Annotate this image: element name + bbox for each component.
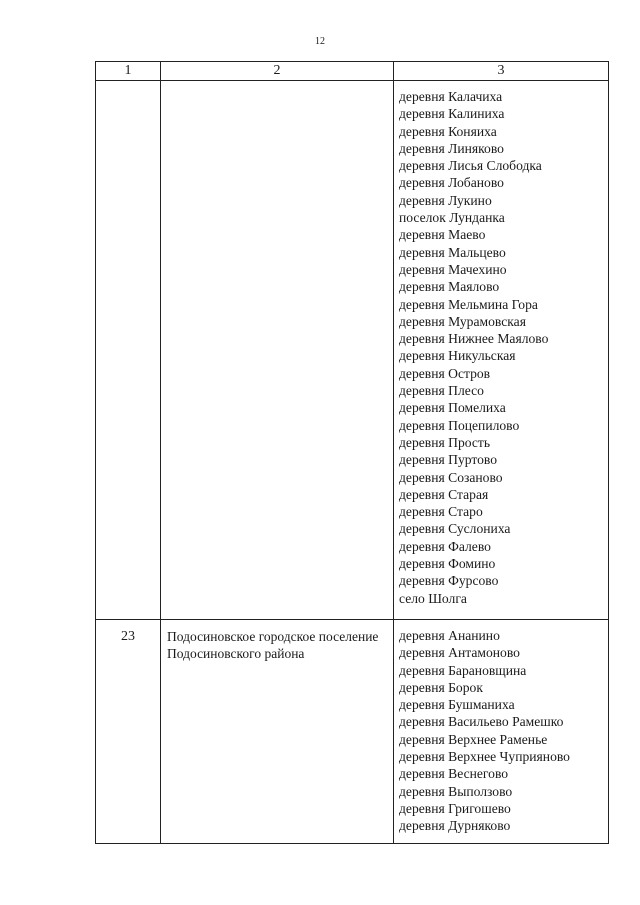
list-item: деревня Суслониха bbox=[399, 521, 511, 537]
list-item: деревня Борок bbox=[399, 679, 483, 695]
list-item: деревня Бушманиха bbox=[399, 697, 515, 713]
list-item: деревня Пуртово bbox=[399, 452, 498, 468]
list-item: деревня Лукино bbox=[399, 192, 492, 208]
list-item: поселок Лунданка bbox=[399, 210, 505, 226]
list-item: деревня Лобаново bbox=[399, 175, 504, 191]
list-item: деревня Помелиха bbox=[399, 400, 506, 416]
list-item: деревня Калиниха bbox=[399, 106, 505, 122]
list-item: село Шолга bbox=[399, 590, 467, 606]
table-header-row bbox=[96, 62, 609, 81]
page-number: 12 bbox=[315, 36, 325, 47]
list-item: деревня Никульская bbox=[399, 348, 516, 364]
municipality-name: Подосиновское городское поселение Подосиновского района bbox=[161, 620, 394, 844]
list-item: деревня Мельмина Гора bbox=[399, 296, 538, 312]
list-item: деревня Мурамовская bbox=[399, 313, 526, 329]
list-item: деревня Васильево Рамешко bbox=[399, 714, 564, 730]
list-item: деревня Дурняково bbox=[399, 818, 511, 834]
table-row bbox=[96, 81, 609, 620]
row-number bbox=[96, 81, 161, 620]
list-item: деревня Линяково bbox=[399, 140, 504, 156]
list-item: деревня Григошево bbox=[399, 800, 511, 816]
settlement-list bbox=[394, 81, 609, 620]
list-item: деревня Верхнее Чуприяново bbox=[399, 749, 570, 765]
list-item: деревня Выползово bbox=[399, 783, 513, 799]
list-item: деревня Барановщина bbox=[399, 662, 527, 678]
list-item: деревня Мачехино bbox=[399, 261, 507, 277]
list-item: деревня Созаново bbox=[399, 469, 503, 485]
list-item: деревня Лисья Слободка bbox=[399, 158, 542, 174]
list-item: деревня Калачиха bbox=[399, 89, 503, 104]
header-col-2: 2 bbox=[161, 62, 394, 81]
header-col-1: 1 bbox=[96, 62, 161, 81]
list-item: деревня Плесо bbox=[399, 383, 484, 399]
settlements-table bbox=[95, 61, 609, 844]
list-item: деревня Фомино bbox=[399, 556, 496, 572]
list-item: деревня Мальцево bbox=[399, 244, 506, 260]
list-item: деревня Прость bbox=[399, 434, 491, 450]
list-item: деревня Ананино bbox=[399, 628, 500, 643]
table-row bbox=[96, 620, 609, 844]
list-item: деревня Фалево bbox=[399, 538, 491, 554]
list-item: деревня Нижнее Маялово bbox=[399, 331, 549, 347]
list-item: деревня Веснегово bbox=[399, 766, 509, 782]
list-item: деревня Маялово bbox=[399, 279, 500, 295]
municipality-name bbox=[161, 81, 394, 620]
list-item: деревня Коняиха bbox=[399, 123, 497, 139]
list-item: деревня Старо bbox=[399, 504, 483, 520]
settlement-list bbox=[394, 620, 609, 844]
list-item: деревня Старая bbox=[399, 486, 489, 502]
list-item: деревня Антамоново bbox=[399, 645, 520, 661]
row-number: 23 bbox=[96, 620, 161, 844]
list-item: деревня Верхнее Раменье bbox=[399, 731, 548, 747]
list-item: деревня Фурсово bbox=[399, 573, 499, 589]
header-col-3: 3 bbox=[394, 62, 609, 81]
list-item: деревня Остров bbox=[399, 365, 491, 381]
list-item: деревня Поцепилово bbox=[399, 417, 520, 433]
list-item: деревня Маево bbox=[399, 227, 486, 243]
